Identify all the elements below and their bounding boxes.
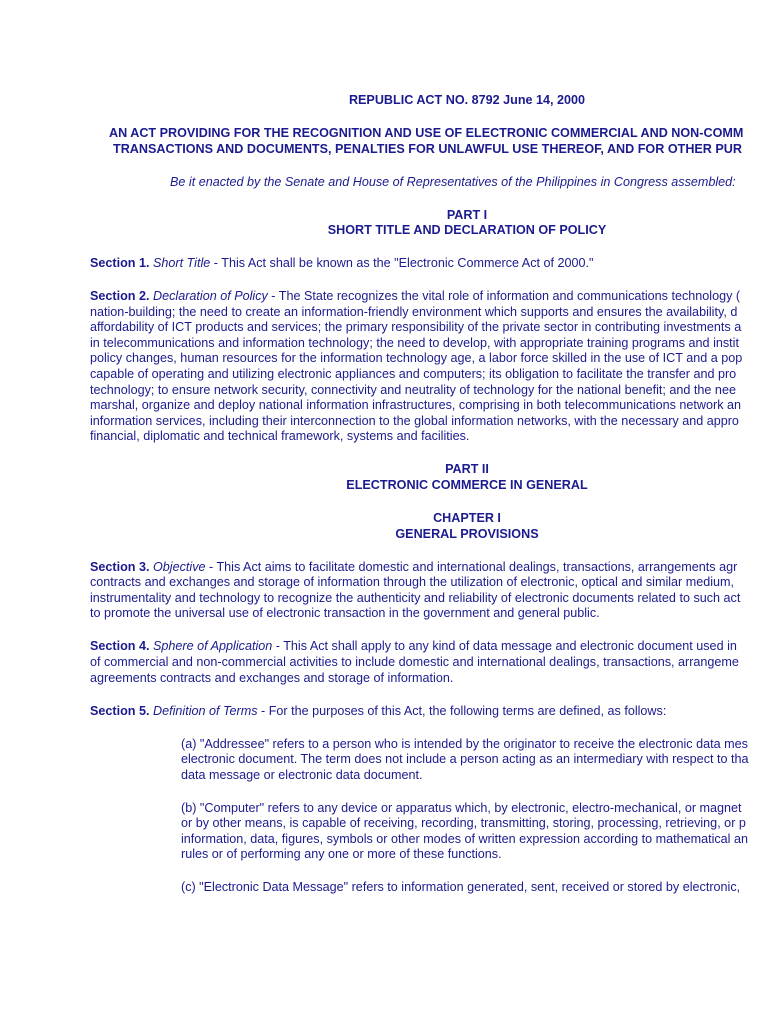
section-4-first-line: - This Act shall apply to any kind of data message and electronic document used in: [272, 639, 737, 654]
section-5-label: Section 5.: [90, 703, 150, 718]
section-2-first-line: - The State recognizes the vital role of information and communications technology (: [267, 289, 741, 304]
section-2-label: Section 2.: [90, 289, 150, 304]
enacting-clause: Be it enacted by the Senate and House of Representatives of the Philippines in Congress assembled:: [170, 174, 736, 189]
section-1-label: Section 1.: [90, 256, 150, 271]
act-number: REPUBLIC ACT NO. 8792 June 14, 2000: [348, 93, 586, 107]
section-2-line: marshal, organize and deploy national information infrastructures, comprising in both telecommunications network an: [90, 398, 742, 413]
section-3-label: Section 3.: [90, 559, 150, 574]
document-body: [90, 93, 768, 896]
section-4-line: agreements contracts and exchanges and storage of information.: [90, 670, 454, 685]
section-4: [90, 639, 768, 686]
part-1-label: PART I: [446, 207, 488, 222]
section-3-heading: Objective: [153, 559, 206, 574]
section-2-heading: Declaration of Policy: [153, 289, 268, 304]
definition-line: electronic document. The term does not include a person acting as an intermediary with respect to tha: [181, 752, 749, 767]
section-4-label: Section 4.: [90, 639, 150, 654]
definition-a: [90, 737, 768, 784]
definition-line: data message or electronic data document.: [181, 767, 423, 782]
section-5-text: - For the purposes of this Act, the following terms are defined, as follows:: [257, 703, 667, 718]
section-3: [90, 560, 768, 622]
section-5: [90, 704, 768, 720]
section-2: [90, 289, 768, 445]
section-3-line: contracts and exchanges and storage of information through the utilization of electronic, optical and similar medium,: [90, 575, 735, 590]
section-2-line: information services, including their interconnection to the global information networks, with the necessary and appro: [90, 413, 739, 428]
definition-line: information, data, figures, symbols or other modes of written expression according to mathematical an: [181, 831, 748, 846]
section-2-line: nation-building; the need to create an information-friendly environment which supports and ensures the availability, d: [90, 304, 738, 319]
definition-line: or by other means, is capable of receiving, recording, transmitting, storing, processing, retrieving, or p: [181, 816, 746, 831]
definition-line: (c) "Electronic Data Message" refers to information generated, sent, received or stored by electronic,: [181, 880, 741, 895]
section-2-line: policy changes, human resources for the information technology age, a labor force skilled in the use of ICT and a pop: [90, 351, 743, 366]
definition-c: [90, 880, 768, 896]
section-3-line: instrumentality and technology to recognize the authenticity and reliability of electronic documents related to such act: [90, 590, 741, 605]
section-2-line: affordability of ICT products and services; the primary responsibility of the private sector in contributing investments a: [90, 320, 742, 335]
act-title-line-1: AN ACT PROVIDING FOR THE RECOGNITION AND USE OF ELECTRONIC COMMERCIAL AND NON-COMM: [109, 125, 744, 140]
definition-line: (a) "Addressee" refers to a person who is intended by the originator to receive the electronic data mes: [181, 736, 748, 751]
part-1-title: SHORT TITLE AND DECLARATION OF POLICY: [327, 223, 607, 238]
chapter-1-title: GENERAL PROVISIONS: [395, 526, 539, 541]
section-5-heading: Definition of Terms: [153, 703, 258, 718]
part-2-title: ELECTRONIC COMMERCE IN GENERAL: [346, 478, 588, 493]
section-3-first-line: - This Act aims to facilitate domestic and international dealings, transactions, arrangements agr: [205, 559, 738, 574]
section-4-heading: Sphere of Application: [153, 639, 273, 654]
section-1-heading: Short Title: [153, 256, 211, 271]
section-2-line: in telecommunications and information technology; the need to develop, with appropriate training programs and instit: [90, 335, 739, 350]
section-2-line: technology; to ensure network security, connectivity and neutrality of technology for the national benefit; and the nee: [90, 382, 736, 397]
chapter-1-label: CHAPTER I: [433, 511, 501, 526]
part-2-label: PART II: [445, 462, 489, 477]
section-2-line: capable of operating and utilizing electronic appliances and computers; its obligation to facilitate the transfer and pro: [90, 367, 737, 382]
section-4-line: of commercial and non-commercial activities to include domestic and international dealings, transactions, arrangeme: [90, 654, 739, 669]
section-1: [90, 256, 768, 272]
section-3-line: to promote the universal use of electronic transaction in the government and general public.: [90, 606, 600, 621]
section-2-line: financial, diplomatic and technical framework, systems and facilities.: [90, 429, 470, 444]
section-1-text: - This Act shall be known as the "Electronic Commerce Act of 2000.": [210, 256, 594, 271]
act-title-line-2: TRANSACTIONS AND DOCUMENTS, PENALTIES FOR UNLAWFUL USE THEREOF, AND FOR OTHER PUR: [113, 141, 742, 156]
definition-line: rules or of performing any one or more of these functions.: [181, 847, 502, 862]
definition-b: [90, 801, 768, 863]
definition-line: (b) "Computer" refers to any device or apparatus which, by electronic, electro-mechanical, or magnet: [181, 800, 742, 815]
